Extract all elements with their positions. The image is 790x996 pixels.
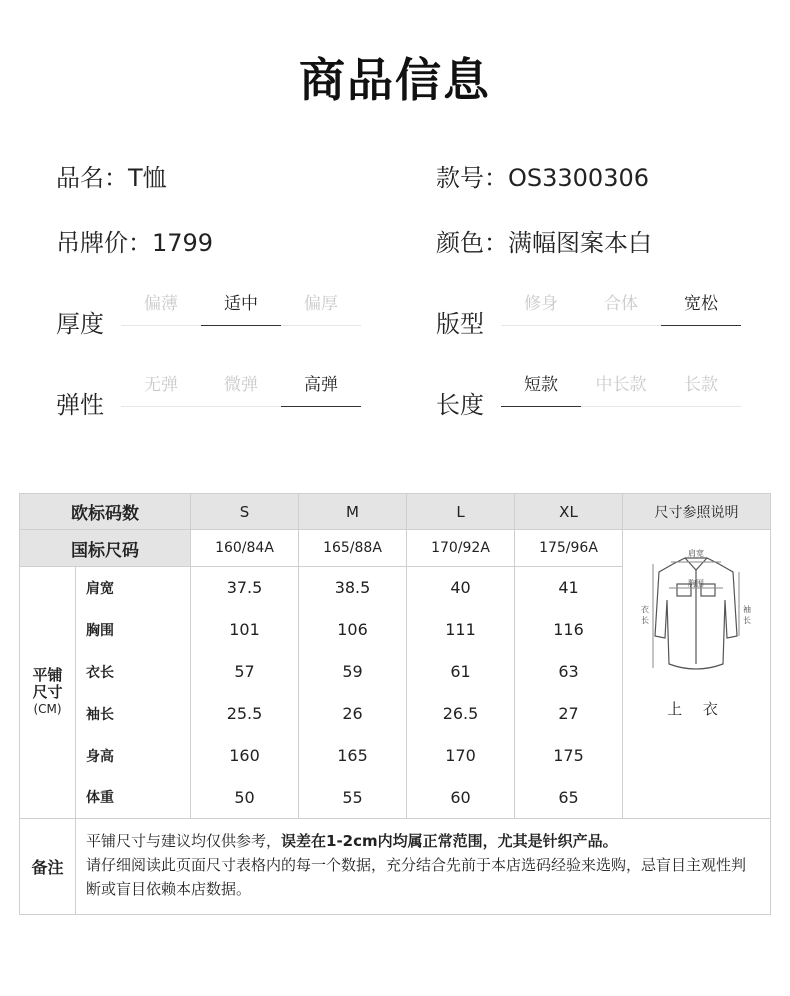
note-line1-bold: 误差在1-2cm内均属正常范围，尤其是针织产品。 [281, 832, 618, 850]
scale-option-selected: 短款 [501, 371, 581, 407]
cn-size-cell: 170/92A [407, 530, 515, 567]
row-label: 胸围 [76, 609, 191, 651]
fit-label: 版型 [436, 310, 484, 338]
table-cell: 41 [515, 567, 623, 609]
scale-option: 微弹 [224, 375, 258, 395]
row-label: 体重 [76, 777, 191, 819]
table-cell: 111 [407, 609, 515, 651]
table-cell: 60 [407, 777, 515, 819]
group-unit: (CM) [33, 702, 62, 716]
note-line1-normal: 平铺尺寸与建议均仅供参考， [86, 832, 282, 850]
elasticity-label: 弹性 [56, 391, 104, 419]
table-cell: 160 [191, 735, 299, 777]
length-scale [501, 371, 741, 411]
reference-header: 尺寸参照说明 [623, 494, 771, 530]
note-text [76, 819, 771, 915]
scale-option: 长款 [684, 375, 718, 395]
table-cell: 175 [515, 735, 623, 777]
scale-option: 修身 [524, 294, 558, 314]
scale-option: 无弹 [144, 375, 178, 395]
table-cell: 26.5 [407, 693, 515, 735]
fit-scale [501, 290, 741, 330]
length-text-1: 衣 [641, 605, 649, 614]
scale-option: 合体 [604, 294, 638, 314]
size-header: S [191, 494, 299, 530]
cn-size-header: 国标尺码 [20, 530, 191, 567]
table-cell: 57 [191, 651, 299, 693]
scale-option: 偏薄 [144, 294, 178, 314]
table-cell: 27 [515, 693, 623, 735]
table-cell: 38.5 [299, 567, 407, 609]
shoulder-text: 肩宽 [688, 549, 704, 558]
length-label: 长度 [436, 391, 484, 419]
scale-option-selected: 宽松 [661, 290, 741, 326]
eu-size-header: 欧标码数 [20, 494, 191, 530]
size-table [19, 493, 771, 915]
table-cell: 59 [299, 651, 407, 693]
page-title: 商品信息 [299, 53, 491, 107]
table-cell: 106 [299, 609, 407, 651]
cn-size-cell: 165/88A [299, 530, 407, 567]
group-label-1: 平铺 [32, 666, 63, 684]
chest-text: 胸围 [688, 579, 704, 588]
table-cell: 65 [515, 777, 623, 819]
product-color: 颜色：满幅图案本白 [436, 229, 652, 257]
table-cell: 101 [191, 609, 299, 651]
table-cell: 165 [299, 735, 407, 777]
scale-option: 偏厚 [304, 294, 338, 314]
sleeve-text-1: 袖 [743, 605, 751, 614]
size-diagram-cell [623, 530, 771, 819]
flat-size-group [20, 567, 76, 819]
note-line2: 请仔细阅读此页面尺寸表格内的每一个数据，充分结合先前于本店选码经验来选购，忌盲目主观性判断或盲目依赖本店数据。 [86, 856, 747, 898]
table-cell: 116 [515, 609, 623, 651]
thickness-label: 厚度 [56, 310, 104, 338]
cn-size-cell: 160/84A [191, 530, 299, 567]
row-label: 袖长 [76, 693, 191, 735]
note-label: 备注 [20, 819, 76, 915]
product-name: 品名：T恤 [56, 164, 167, 192]
row-label: 衣长 [76, 651, 191, 693]
length-text-2: 长 [641, 616, 649, 625]
row-label: 身高 [76, 735, 191, 777]
cn-size-cell: 175/96A [515, 530, 623, 567]
row-label: 肩宽 [76, 567, 191, 609]
table-cell: 170 [407, 735, 515, 777]
table-cell: 61 [407, 651, 515, 693]
table-cell: 55 [299, 777, 407, 819]
product-code: 款号：OS3300306 [436, 164, 650, 192]
tag-price: 吊牌价：1799 [56, 229, 214, 257]
diagram-caption: 上 衣 [667, 700, 726, 718]
table-cell: 26 [299, 693, 407, 735]
shirt-diagram-icon [623, 544, 769, 694]
scale-option-selected: 适中 [201, 290, 281, 326]
scale-option-selected: 高弹 [281, 371, 361, 407]
thickness-scale [121, 290, 361, 330]
table-cell: 50 [191, 777, 299, 819]
table-cell: 25.5 [191, 693, 299, 735]
sleeve-text-2: 长 [743, 616, 751, 625]
table-cell: 37.5 [191, 567, 299, 609]
group-label-2: 尺寸 [32, 683, 63, 701]
table-cell: 63 [515, 651, 623, 693]
scale-option: 中长款 [595, 375, 647, 395]
elasticity-scale [121, 371, 361, 411]
size-header: XL [515, 494, 623, 530]
size-header: L [407, 494, 515, 530]
size-header: M [299, 494, 407, 530]
table-cell: 40 [407, 567, 515, 609]
